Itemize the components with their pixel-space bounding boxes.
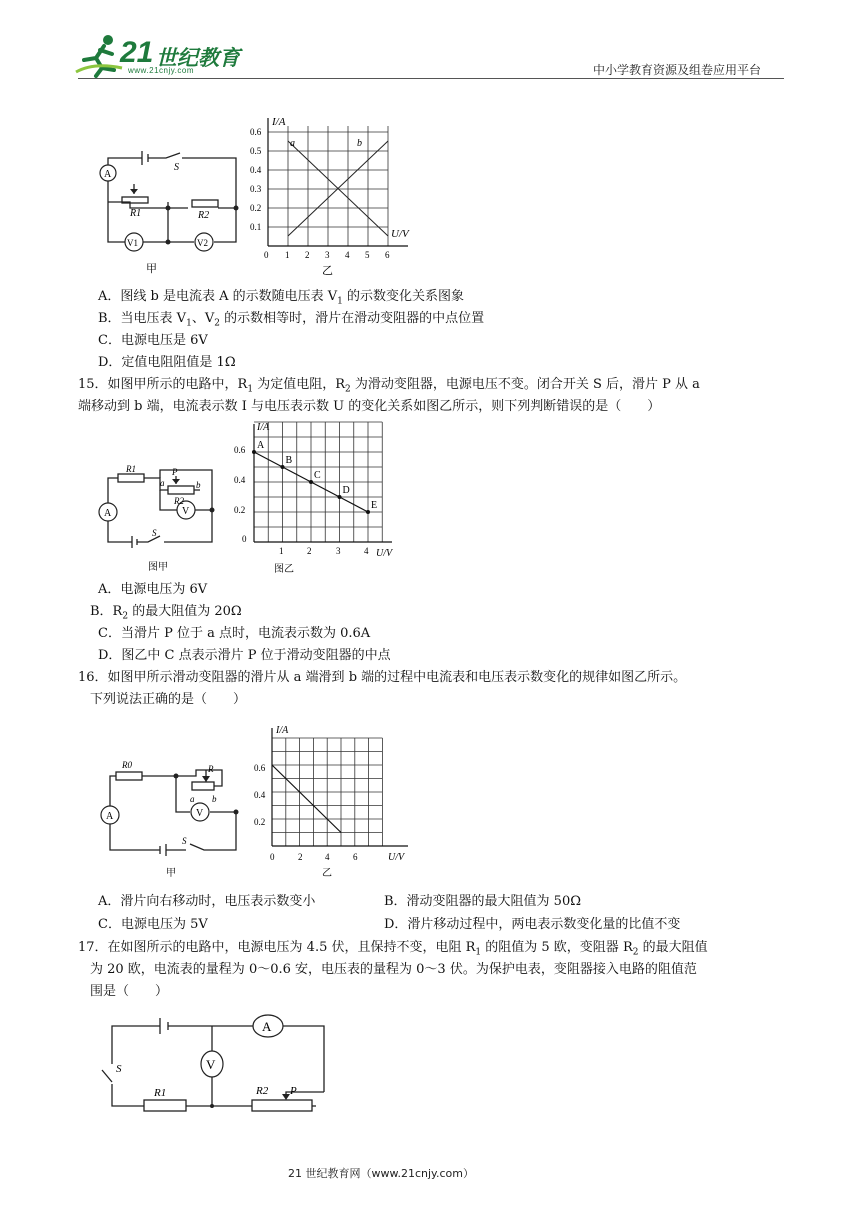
q15-ammeter-label: A [104, 508, 112, 519]
q16-stem-line2: 下列说法正确的是（ ） [90, 692, 247, 707]
q16-fig-left-caption: 甲 [166, 868, 176, 878]
header-divider [78, 78, 784, 79]
q16-x-tick: 2 [298, 852, 303, 862]
q15-stem-line2: 端移动到 b 端，电流表示数 I 与电压表示数 U 的变化关系如图乙所示，则下列判断错误的是（ ） [78, 399, 661, 414]
logo-url: www.21cnjy.com [128, 66, 194, 75]
q14-x-tick: 1 [285, 250, 290, 260]
q16-b-end-label: b [212, 794, 217, 804]
q15-circuit-diagram [94, 462, 226, 574]
q14-fig-right-caption: 乙 [322, 265, 333, 277]
q15-p-label: P [172, 467, 178, 477]
q15-y-tick: 0.2 [234, 505, 246, 515]
q17-stem-line3: 围是（ ） [90, 984, 169, 999]
q16-x-tick: 0 [270, 852, 275, 862]
q15-graph [232, 418, 402, 578]
q16-fig-right-caption: 乙 [322, 868, 332, 879]
q17-circuit-diagram [94, 1012, 334, 1116]
q14-ammeter-label: A [104, 169, 112, 180]
q16-option-a: A．滑片向右移动时，电压表示数变小 [98, 894, 316, 909]
q16-y-tick: 0.6 [254, 763, 266, 773]
q14-y-tick: 0.2 [250, 203, 262, 213]
q16-option-d: D．滑片移动过程中，两电表示数变化量的比值不变 [384, 917, 681, 932]
q14-y-tick: 0.1 [250, 222, 262, 232]
q17-r1-label: R1 [154, 1087, 167, 1099]
q15-a-end-label: a [160, 478, 165, 488]
q16-ammeter-label: A [106, 811, 114, 822]
q17-stem-line2: 为 20 欧，电流表的量程为 0～0.6 安，电压表的量程为 0～3 伏。为保护电表，变阻器接入电路的阻值范 [90, 962, 697, 977]
logo-text: 世纪教育 [156, 46, 240, 70]
footer-text: 21 世纪教育网（www.21cnjy.com） [288, 1167, 474, 1180]
q16-a-end-label: a [190, 794, 195, 804]
q14-line-a-label: a [290, 138, 295, 149]
q15-voltmeter-label: V [182, 506, 190, 517]
q14-y-tick: 0.3 [250, 184, 262, 194]
q15-data-point [338, 495, 342, 499]
q16-stem-line1: 16．如图甲所示滑动变阻器的滑片从 a 端滑到 b 端的过程中电流表和电压表示数变化的规律如图乙所示。 [78, 670, 687, 685]
q16-y-axis-label: I/A [276, 725, 289, 736]
q15-x-tick: 1 [279, 546, 284, 556]
q15-y-tick: 0.6 [234, 445, 246, 455]
q14-fig-left-caption: 甲 [146, 263, 157, 275]
q16-option-b: B．滑动变阻器的最大阻值为 50Ω [384, 894, 582, 909]
q16-option-c: C．电源电压为 5V [98, 917, 208, 932]
q15-stem-line1: 15．如图甲所示的电路中，$R_1$ 为定值电阻，$R_2$ 为滑动变阻器，电源电压不变。闭合开关 S 后，滑片 P 从 a [78, 377, 700, 395]
q16-r0-label: R0 [122, 760, 132, 770]
q14-x-tick: 0 [264, 250, 269, 260]
q14-v1-label: V1 [127, 238, 138, 248]
q14-y-tick: 0.5 [250, 146, 262, 156]
runner-logo-icon [74, 32, 126, 78]
q14-graph [248, 112, 428, 280]
q15-data-point [366, 510, 370, 514]
q17-ammeter-label: A [262, 1019, 272, 1034]
q15-b-end-label: b [196, 480, 201, 490]
q14-option-b: B．当电压表 $V_1$、$V_2$ 的示数相等时，滑片在滑动变阻器的中点位置 [98, 311, 485, 329]
q15-option-c: C．当滑片 P 位于 a 点时，电流表示数为 0.6A [98, 626, 371, 641]
q15-r2-label: R2 [174, 496, 184, 506]
q17-p-label: P [290, 1085, 297, 1097]
q16-x-tick: 4 [325, 852, 330, 862]
q16-switch-label: S [182, 836, 187, 846]
q14-circuit-diagram [94, 140, 244, 280]
q16-x-tick: 6 [353, 852, 358, 862]
q15-fig-left-caption: 图甲 [148, 562, 168, 573]
q15-data-point [252, 450, 256, 454]
q14-option-d: D．定值电阻阻值是 1Ω [98, 355, 236, 370]
q15-y-axis-label: I/A [257, 422, 270, 433]
q15-y-tick: 0.4 [234, 475, 246, 485]
q15-x-tick: 2 [307, 546, 312, 556]
q15-point-label: A [257, 440, 265, 451]
q14-x-tick: 6 [385, 250, 390, 260]
q15-x-axis-label: U/V [376, 548, 393, 559]
q15-point-label: B [285, 455, 293, 466]
q14-y-tick: 0.4 [250, 165, 262, 175]
q14-r1-label: R1 [130, 208, 142, 219]
q15-point-label: C [314, 470, 321, 481]
q17-r2-label: R2 [256, 1085, 269, 1097]
q16-voltmeter-label: V [196, 808, 204, 819]
q17-voltmeter-label: V [206, 1057, 216, 1072]
q16-y-tick: 0.4 [254, 790, 266, 800]
q15-point-label: E [371, 500, 378, 511]
logo-number: 21 [120, 36, 154, 69]
q16-circuit-diagram [92, 756, 252, 878]
q14-v2-label: V2 [197, 238, 208, 248]
platform-name: 中小学教育资源及组卷应用平台 [593, 63, 762, 77]
q15-point-label: D [342, 485, 350, 496]
q14-x-tick: 2 [305, 250, 310, 260]
q14-y-axis-label: I/A [272, 116, 286, 128]
q14-r2-label: R2 [198, 210, 210, 221]
q14-option-a: A．图线 b 是电流表 A 的示数随电压表 $V_1$ 的示数变化关系图象 [98, 289, 465, 307]
q15-option-b: B．$R_2$ 的最大阻值为 20Ω [90, 604, 242, 622]
q14-line-b-label: b [357, 138, 362, 149]
q15-option-d: D．图乙中 C 点表示滑片 P 位于滑动变阻器的中点 [98, 648, 391, 663]
q14-y-tick: 0.6 [250, 127, 262, 137]
q16-series-line [272, 765, 341, 833]
q15-y-tick: 0 [242, 534, 247, 544]
q14-switch-label: S [174, 162, 179, 173]
q15-r1-label: R1 [126, 464, 136, 474]
q17-stem-line1: 17．在如图所示的电路中，电源电压为 4.5 伏，且保持不变，电阻 $R_1$ 的阻值为 5 欧，变阻器 $R_2$ 的最大阻值 [78, 940, 708, 958]
q15-data-point [309, 480, 313, 484]
q15-data-point [281, 465, 285, 469]
q14-x-tick: 3 [325, 250, 330, 260]
q15-x-tick: 4 [364, 546, 369, 556]
q16-x-axis-label: U/V [388, 852, 405, 863]
q16-graph [252, 718, 422, 880]
q15-fig-right-caption: 图乙 [274, 564, 294, 575]
q15-switch-label: S [152, 528, 157, 538]
q16-r-label: R [208, 764, 214, 774]
q14-x-tick: 4 [345, 250, 350, 260]
q14-x-tick: 5 [365, 250, 370, 260]
q14-option-c: C．电源电压是 6V [98, 333, 208, 348]
q15-x-tick: 3 [336, 546, 341, 556]
q17-switch-label: S [116, 1063, 122, 1075]
q15-option-a: A．电源电压为 6V [98, 582, 208, 597]
q16-y-tick: 0.2 [254, 817, 266, 827]
q14-x-axis-label: U/V [391, 228, 409, 240]
